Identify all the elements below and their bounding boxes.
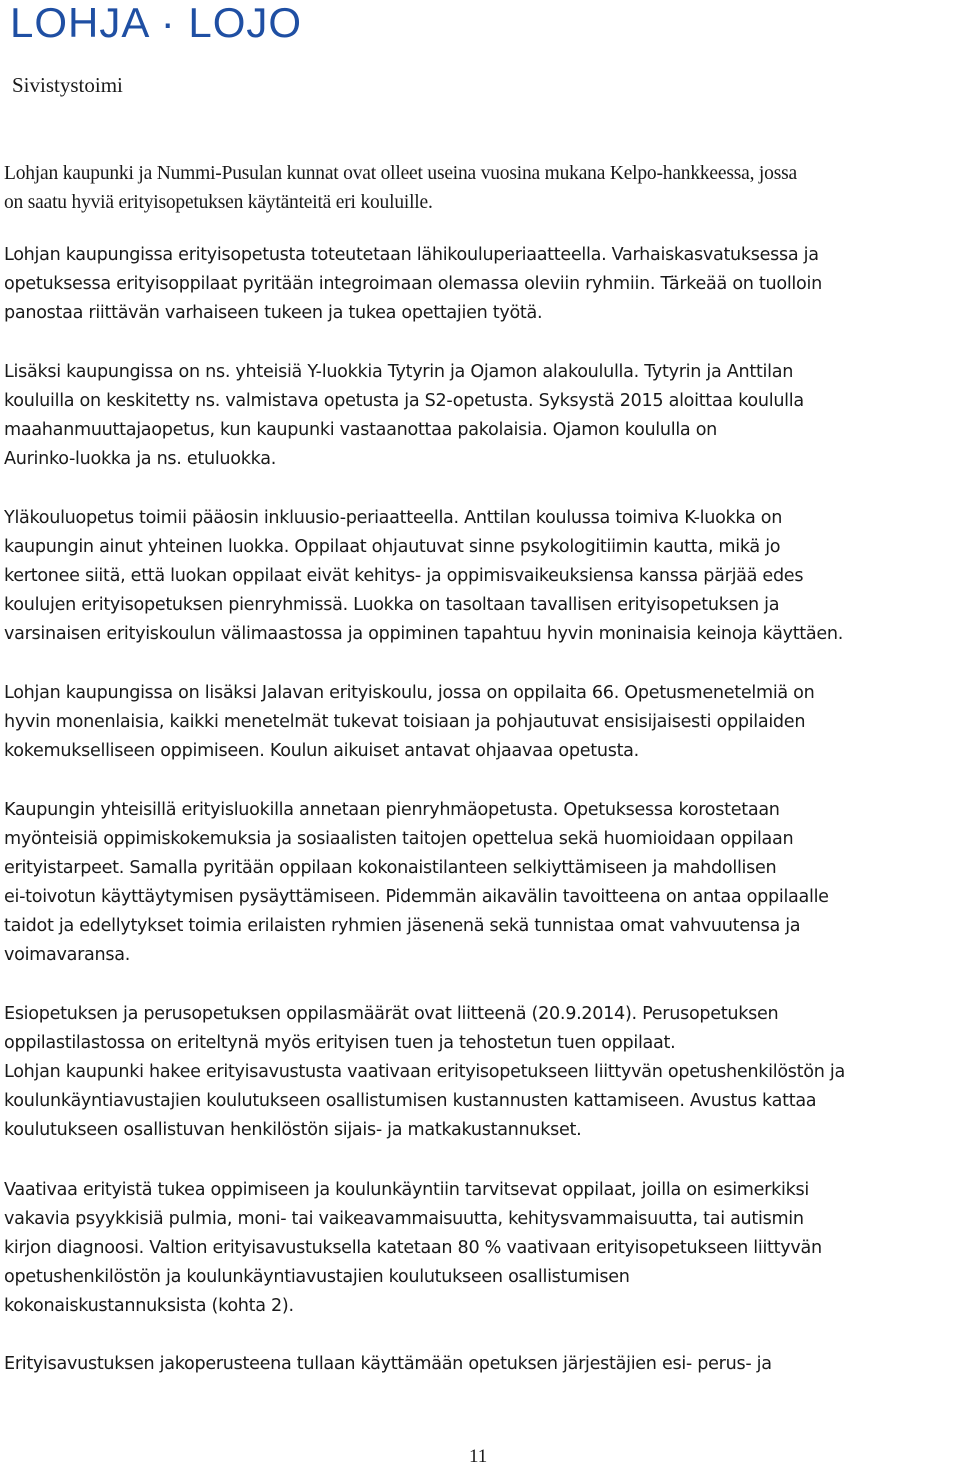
paragraph-line: kouluilla on keskitetty ns. valmistava opetusta ja S2-opetusta. Syksystä 2015 aloittaa koululla — [4, 391, 804, 411]
paragraph-line: panostaa riittävän varhaiseen tukeen ja tukea opettajien työtä. — [4, 303, 543, 323]
paragraph-kelpo — [4, 159, 954, 217]
paragraph-erityisluokat — [4, 796, 956, 970]
paragraph-line: maahanmuuttajaopetus, kun kaupunki vastaanottaa pakolaisia. Ojamon koululla on — [4, 420, 718, 440]
paragraph-jakoperuste — [4, 1350, 956, 1379]
paragraph-jalavan-erityiskoulu — [4, 679, 956, 766]
page-number: 11 — [469, 1446, 488, 1467]
paragraph-line: varsinaisen erityiskoulun välimaastossa ja oppiminen tapahtuu hyvin moninaisia keinoja käyttäen. — [4, 624, 844, 644]
paragraph-line: hyvin monenlaisia, kaikki menetelmät tukevat toisiaan ja pohjautuvat ensisijaisesti oppilaiden — [4, 712, 806, 732]
paragraph-line: kokemukselliseen oppimiseen. Koulun aikuiset antavat ohjaavaa opetusta. — [4, 741, 639, 761]
paragraph-line: taidot ja edellytykset toimia erilaisten ryhmien jäsenenä sekä tunnistaa omat vahvuutensa ja — [4, 916, 801, 936]
paragraph-ylakouluopetus — [4, 504, 956, 649]
paragraph-line: Aurinko-luokka ja ns. etuluokka. — [4, 449, 276, 469]
paragraph-line: myönteisiä oppimiskokemuksia ja sosiaalisten taitojen opettelua sekä huomioidaan oppilaan — [4, 829, 794, 849]
paragraph-line: Erityisavustuksen jakoperusteena tullaan käyttämään opetuksen järjestäjien esi- perus- ja — [4, 1354, 772, 1374]
paragraph-line: on saatu hyviä erityisopetuksen käytänteitä eri kouluille. — [4, 192, 433, 213]
paragraph-line: Lohjan kaupunki ja Nummi-Pusulan kunnat ovat olleet useina vuosina mukana Kelpo-hankkeessa, jossa — [4, 163, 797, 184]
paragraph-y-luokat — [4, 358, 956, 474]
department-title: Sivistystoimi — [12, 73, 123, 97]
paragraph-line: Vaativaa erityistä tukea oppimiseen ja koulunkäyntiin tarvitsevat oppilaat, joilla on esimerkiksi — [4, 1180, 809, 1200]
paragraph-line: kokonaiskustannuksista (kohta 2). — [4, 1296, 294, 1316]
paragraph-line: kertonee siitä, että luokan oppilaat eivät kehitys- ja oppimisvaikeuksiensa kanssa pärjää edes — [4, 566, 804, 586]
paragraph-line: ei-toivotun käyttäytymisen pysäyttämiseen. Pidemmän aikavälin tavoitteena on antaa oppilaalle — [4, 887, 829, 907]
paragraph-line: Kaupungin yhteisillä erityisluokilla annetaan pienryhmäopetusta. Opetuksessa korostetaan — [4, 800, 780, 820]
paragraph-line: Lohjan kaupungissa erityisopetusta toteutetaan lähikouluperiaatteella. Varhaiskasvatuksessa ja — [4, 245, 819, 265]
paragraph-line: kirjon diagnoosi. Valtion erityisavustuksella katetaan 80 % vaativaan erityisopetukseen liittyvän — [4, 1238, 822, 1258]
paragraph-line: koulutukseen osallistuvan henkilöstön sijais- ja matkakustannukset. — [4, 1120, 582, 1140]
paragraph-line: koulujen erityisopetuksen pienryhmissä. Luokka on tasoltaan tavallisen erityisopetuksen ja — [4, 595, 780, 615]
paragraph-line: Lisäksi kaupungissa on ns. yhteisiä Y-luokkia Tytyrin ja Ojamon alakoululla. Tytyrin ja Anttilan — [4, 362, 794, 382]
paragraph-line: Lohjan kaupungissa on lisäksi Jalavan erityiskoulu, jossa on oppilaita 66. Opetusmenetelmiä on — [4, 683, 815, 703]
paragraph-line: opetuksessa erityisoppilaat pyritään integroimaan olemassa oleviin ryhmiin. Tärkeää on tuolloin — [4, 274, 822, 294]
paragraph-oppilasmaarat — [4, 1000, 956, 1145]
paragraph-line: koulunkäyntiavustajien koulutukseen osallistumisen kustannusten kattamiseen. Avustus kattaa — [4, 1091, 817, 1111]
paragraph-line: Yläkouluopetus toimii pääosin inkluusio-periaatteella. Anttilan koulussa toimiva K-luokka on — [4, 508, 783, 528]
lohja-lojo-logo: LOHJA · LOJO — [10, 0, 303, 46]
paragraph-lahikouluperiaate — [4, 241, 956, 328]
paragraph-line: vakavia psyykkisiä pulmia, moni- tai vaikeavammaisuutta, kehitysvammaisuutta, tai autismin — [4, 1209, 804, 1229]
paragraph-line: Esiopetuksen ja perusopetuksen oppilasmäärät ovat liitteenä (20.9.2014). Perusopetuksen — [4, 1004, 779, 1024]
paragraph-vaativa-tuki — [4, 1176, 956, 1321]
paragraph-line: opetushenkilöstön ja koulunkäyntiavustajien koulutukseen osallistumisen — [4, 1267, 630, 1287]
paragraph-line: erityistarpeet. Samalla pyritään oppilaan kokonaistilanteen selkiyttämiseen ja mahdollisen — [4, 858, 777, 878]
paragraph-line: Lohjan kaupunki hakee erityisavustusta vaativaan erityisopetukseen liittyvän opetushenkilöstön ja — [4, 1062, 845, 1082]
paragraph-line: kaupungin ainut yhteinen luokka. Oppilaat ohjautuvat sinne psykologitiimin kautta, mikä jo — [4, 537, 781, 557]
paragraph-line: oppilastilastossa on eriteltynä myös erityisen tuen ja tehostetun tuen oppilaat. — [4, 1033, 676, 1053]
paragraph-line: voimavaransa. — [4, 945, 130, 965]
